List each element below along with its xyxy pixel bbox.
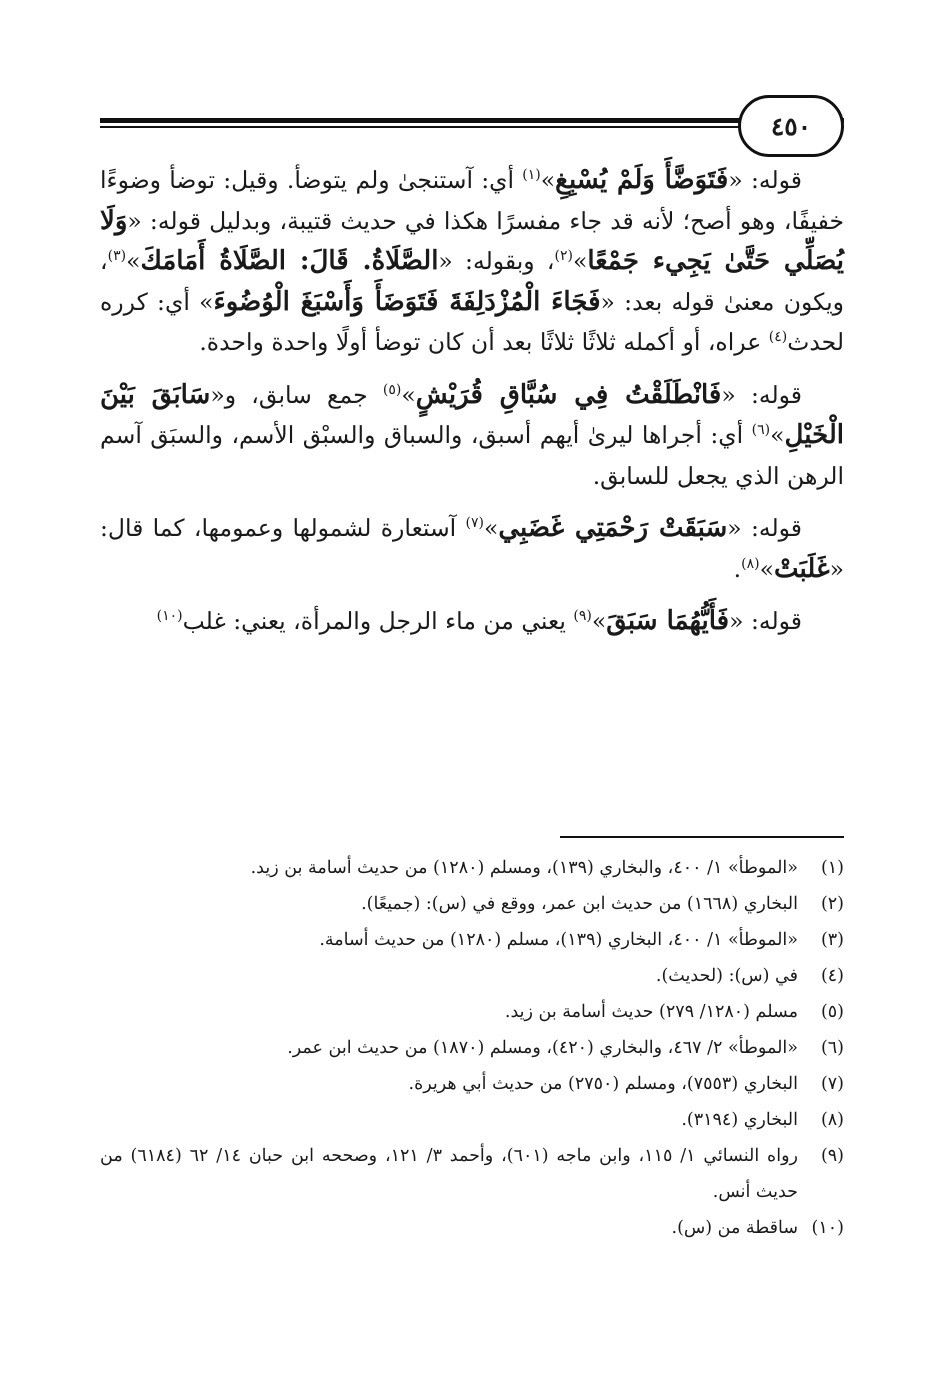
footnote-text: رواه النسائي ١/ ١١٥، وابن ماجه (٦٠١)، وأحمد ٣/ ١٢١، وصححه ابن حبان ١٤/ ٦٢ (٦١٨٤) من حديث أنس.	[100, 1146, 798, 1202]
page-number: ٤٥٠	[738, 95, 844, 157]
footnote-number: (١٠)	[811, 1218, 844, 1238]
footnote-item	[100, 1138, 844, 1210]
paragraph-2	[100, 375, 844, 497]
header-rule-thin	[100, 126, 740, 128]
text-run: »	[483, 514, 499, 542]
footnote-marker[interactable]: (١٠)	[156, 608, 183, 625]
paragraph-3	[100, 508, 844, 589]
paragraph-1	[100, 160, 844, 363]
quoted-hadith-text: سَبَقَتْ رَحْمَتِي غَضَبِي	[498, 513, 728, 543]
footnote-number: (٣)	[820, 930, 844, 950]
text-run: »	[572, 247, 588, 275]
footnote-text: ساقطة من (س).	[671, 1218, 798, 1238]
text-run: » أي: كرره لحدث	[100, 287, 844, 356]
quoted-hadith-text: فَتَوَضَّأَ وَلَمْ يُسْبِغِ	[555, 165, 729, 195]
text-run: ، ويكون معنىٰ قوله بعد: «	[100, 247, 844, 316]
footnote-text: «الموطأ» ١/ ٤٠٠، والبخاري (١٣٩)، ومسلم (١٢٨٠) من حديث أسامة بن زيد.	[250, 858, 798, 878]
text-run: عراه، أو أكمله ثلاثًا ثلاثًا بعد أن كان توضأ أولًا واحدة واحدة.	[199, 328, 769, 356]
footnote-marker[interactable]: (٥)	[382, 381, 402, 398]
footnote-item	[100, 886, 844, 922]
footnote-number: (٤)	[820, 966, 844, 986]
quoted-hadith-text: فَأَيُّهُمَا سَبَقَ	[606, 606, 730, 636]
quoted-hadith-text: سَابَقَ بَيْنَ الْخَيْلِ	[100, 379, 844, 450]
text-run: آستعارة لشمولها وعمومها، كما قال: «	[100, 514, 844, 583]
text-run: .	[733, 554, 742, 583]
footnote-text: البخاري (٣١٩٤).	[681, 1110, 798, 1130]
footnote-text: في (س): (لحديث).	[655, 966, 798, 986]
text-run: »	[401, 380, 416, 409]
footnote-number: (٦)	[820, 1038, 844, 1058]
text-run: قوله: «	[727, 514, 802, 542]
header-rule	[100, 118, 740, 130]
text-run: قوله: «	[728, 166, 802, 194]
footnote-text: مسلم (١٢٨٠/ ٢٧٩) حديث أسامة بن زيد.	[504, 1002, 798, 1022]
footnote-item	[100, 1102, 844, 1138]
quoted-hadith-text: فَجَاءَ الْمُزْدَلِفَةَ فَتَوَضَأَ وَأَسْبَغَ الْوُضُوءَ	[213, 286, 601, 317]
footnote-number: (٨)	[820, 1110, 844, 1130]
footnote-marker[interactable]: (٨)	[741, 555, 760, 572]
footnote-number: (٢)	[820, 894, 844, 914]
footnote-number: (٩)	[820, 1146, 844, 1166]
text-run: »	[591, 607, 607, 635]
footnote-marker[interactable]: (٦)	[751, 422, 771, 439]
text-run: قوله: «	[721, 380, 802, 409]
footnote-text: البخاري (٧٥٥٣)، ومسلم (٢٧٥٠) من حديث أبي هريرة.	[408, 1074, 798, 1094]
footnote-number: (٥)	[820, 1002, 844, 1022]
footnote-number: (٧)	[820, 1074, 844, 1094]
paragraph-4	[100, 601, 844, 642]
footnote-item	[100, 1030, 844, 1066]
text-run: »	[126, 247, 141, 275]
footnotes	[100, 850, 844, 1246]
text-run: أي: أجراها ليرىٰ أيهم أسبق، والسباق والسبْق الأسم، والسبَق آسم الرهن الذي يجعل للسابق.	[100, 421, 844, 490]
quoted-hadith-text: الصَّلَاةُ. قَالَ: الصَّلَاةُ أَمَامَكَ	[140, 246, 439, 276]
footnote-marker[interactable]: (٩)	[573, 608, 592, 625]
footnote-item	[100, 994, 844, 1030]
quoted-hadith-text: فَانْطَلَقْتُ فِي سُبَّاقِ قُرَيْشٍ	[415, 379, 722, 410]
footnote-item	[100, 850, 844, 886]
text-run: قوله: «	[729, 607, 802, 635]
footnote-marker[interactable]: (٤)	[768, 329, 788, 346]
footnote-marker[interactable]: (٧)	[465, 515, 484, 532]
header-rule-thick	[100, 118, 740, 123]
footnote-marker[interactable]: (٣)	[107, 248, 127, 265]
footnote-marker[interactable]: (١)	[522, 167, 541, 184]
text-run: يعني من ماء الرجل والمرأة، يعني: غلب	[182, 607, 574, 635]
main-text	[100, 160, 844, 654]
footnote-item	[100, 922, 844, 958]
footnote-item	[100, 1066, 844, 1102]
text-run: »	[770, 421, 785, 449]
text-run: »	[759, 554, 775, 583]
text-run: جمع سابق، و«	[210, 380, 383, 409]
text-run: »	[540, 166, 556, 194]
text-run: ، وبقوله: «	[438, 247, 555, 275]
footnote-separator	[560, 836, 844, 838]
footnote-number: (١)	[820, 858, 844, 878]
text-run: أي: آستنجىٰ ولم يتوضأ. وقيل: توضأ وضوءًا خفيفًا، وهو أصح؛ لأنه قد جاء مفسرًا هكذا في حديث قتيبة، وبدليل قوله: «	[100, 166, 844, 235]
quoted-hadith-text: غَلَبَتْ	[774, 553, 830, 584]
footnote-text: البخاري (١٦٦٨) من حديث ابن عمر، ووقع في (س): (جميعًا).	[361, 894, 798, 914]
footnote-text: «الموطأ» ٢/ ٤٦٧، والبخاري (٤٢٠)، ومسلم (١٨٧٠) من حديث ابن عمر.	[287, 1038, 798, 1058]
quoted-hadith-text: وَلَا يُصَلِّي حَتَّىٰ يَجِيء جَمْعًا	[100, 205, 844, 276]
footnote-marker[interactable]: (٢)	[554, 248, 573, 265]
footnote-item	[100, 1210, 844, 1246]
footnote-text: «الموطأ» ١/ ٤٠٠، البخاري (١٣٩)، مسلم (١٢٨٠) من حديث أسامة.	[319, 930, 798, 950]
footnote-item	[100, 958, 844, 994]
